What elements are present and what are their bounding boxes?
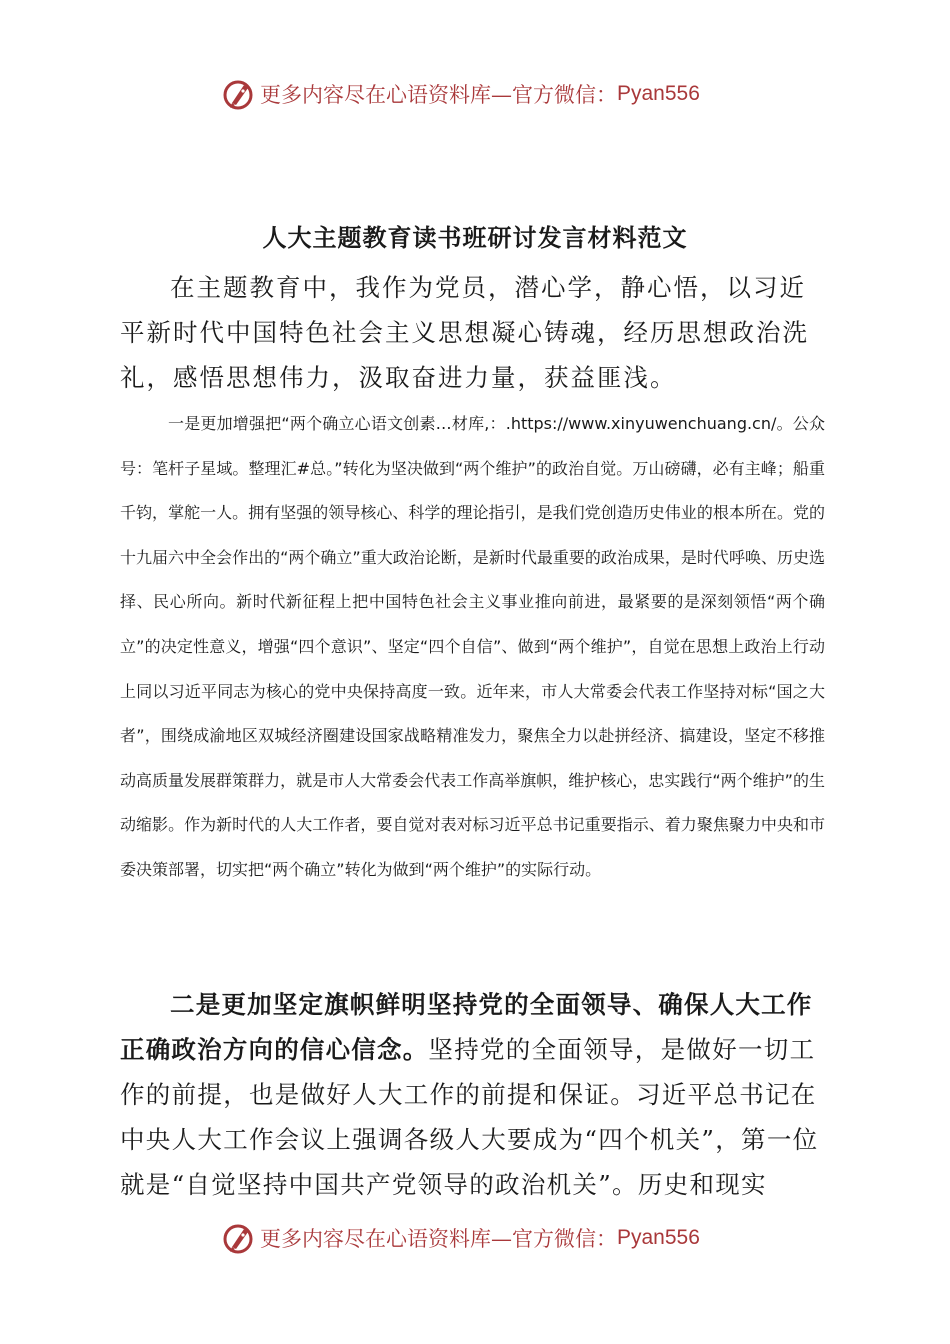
section-two-paragraph [120,982,820,1207]
pen-nib-logo-icon [222,1221,256,1255]
section-two-heading: 二是更加坚定旗帜鲜明坚持党的全面领导、确保人大工作正确政治方向的信心信念。 [120,990,813,1064]
banner-text: 更多内容尽在心语资料库—官方微信： [260,83,617,107]
section-one-paragraph [120,402,825,893]
banner-text: 更多内容尽在心语资料库—官方微信： [260,1227,617,1251]
intro-paragraph: 在主题教育中，我作为党员，潜心学，静心悟，以习近平新时代中国特色社会主义思想凝心铸魂，经历思想政治洗礼，感悟思想伟力，汲取奋进力量，获益匪浅。 [120,273,809,392]
wechat-id: Pyan556 [617,82,700,105]
section-one-text: 一是更加增强把“两个确立心语文创素…材库,：.https://www.xinyuwenchuang.cn/。公众号：笔杆子星域。整理汇#总。”转化为坚决做到“两个维护”的政治自觉。万山磅礴，必有主峰；船重千钧，掌舵一人。拥有坚强的领导核心、科学的理论指引，是我们党创造历史伟业的根本所在。党的十九届六中全会作出的“两个确立”重大政治论断，是新时代最重要的政治成果，是时代呼唤、历史选择、民心所向。新时代新征程上把中国特色社会主义事业推向前进，最紧要的是深刻领悟“两个确立”的决定性意义，增强“四个意识”、坚定“四个自信”、做到“两个维护”，自觉在思想上政治上行动上同以习近平同志为核心的党中央保持高度一致。近年来，市人大常委会代表工作坚持对标“国之大者”，围绕成渝地区双城经济圈建设国家战略精准发力，聚焦全力以赴拼经济、搞建设，坚定不移推动高质量发展群策群力，就是市人大常委会代表工作高举旗帜，维护核心，忠实践行“两个维护”的生动缩影。作为新时代的人大工作者，要自觉对表对标习近平总书记重要指示、着力聚焦聚力中央和市委决策部署，切实把“两个确立”转化为做到“两个维护”的实际行动。 [120,414,825,879]
document-title: 人大主题教育读书班研讨发言材料范文 [262,224,688,252]
pen-nib-logo-icon [222,77,256,111]
header-banner [222,74,700,114]
section-two-body: 坚持党的全面领导，是做好一切工作的前提，也是做好人大工作的前提和保证。习近平总书记在中央人大工作会议上强调各级人大要成为“四个机关”，第一位就是“自觉坚持中国共产党领导的政治机关”。历史和现实 [120,1035,819,1199]
wechat-id: Pyan556 [617,1226,700,1249]
footer-banner [222,1218,700,1258]
